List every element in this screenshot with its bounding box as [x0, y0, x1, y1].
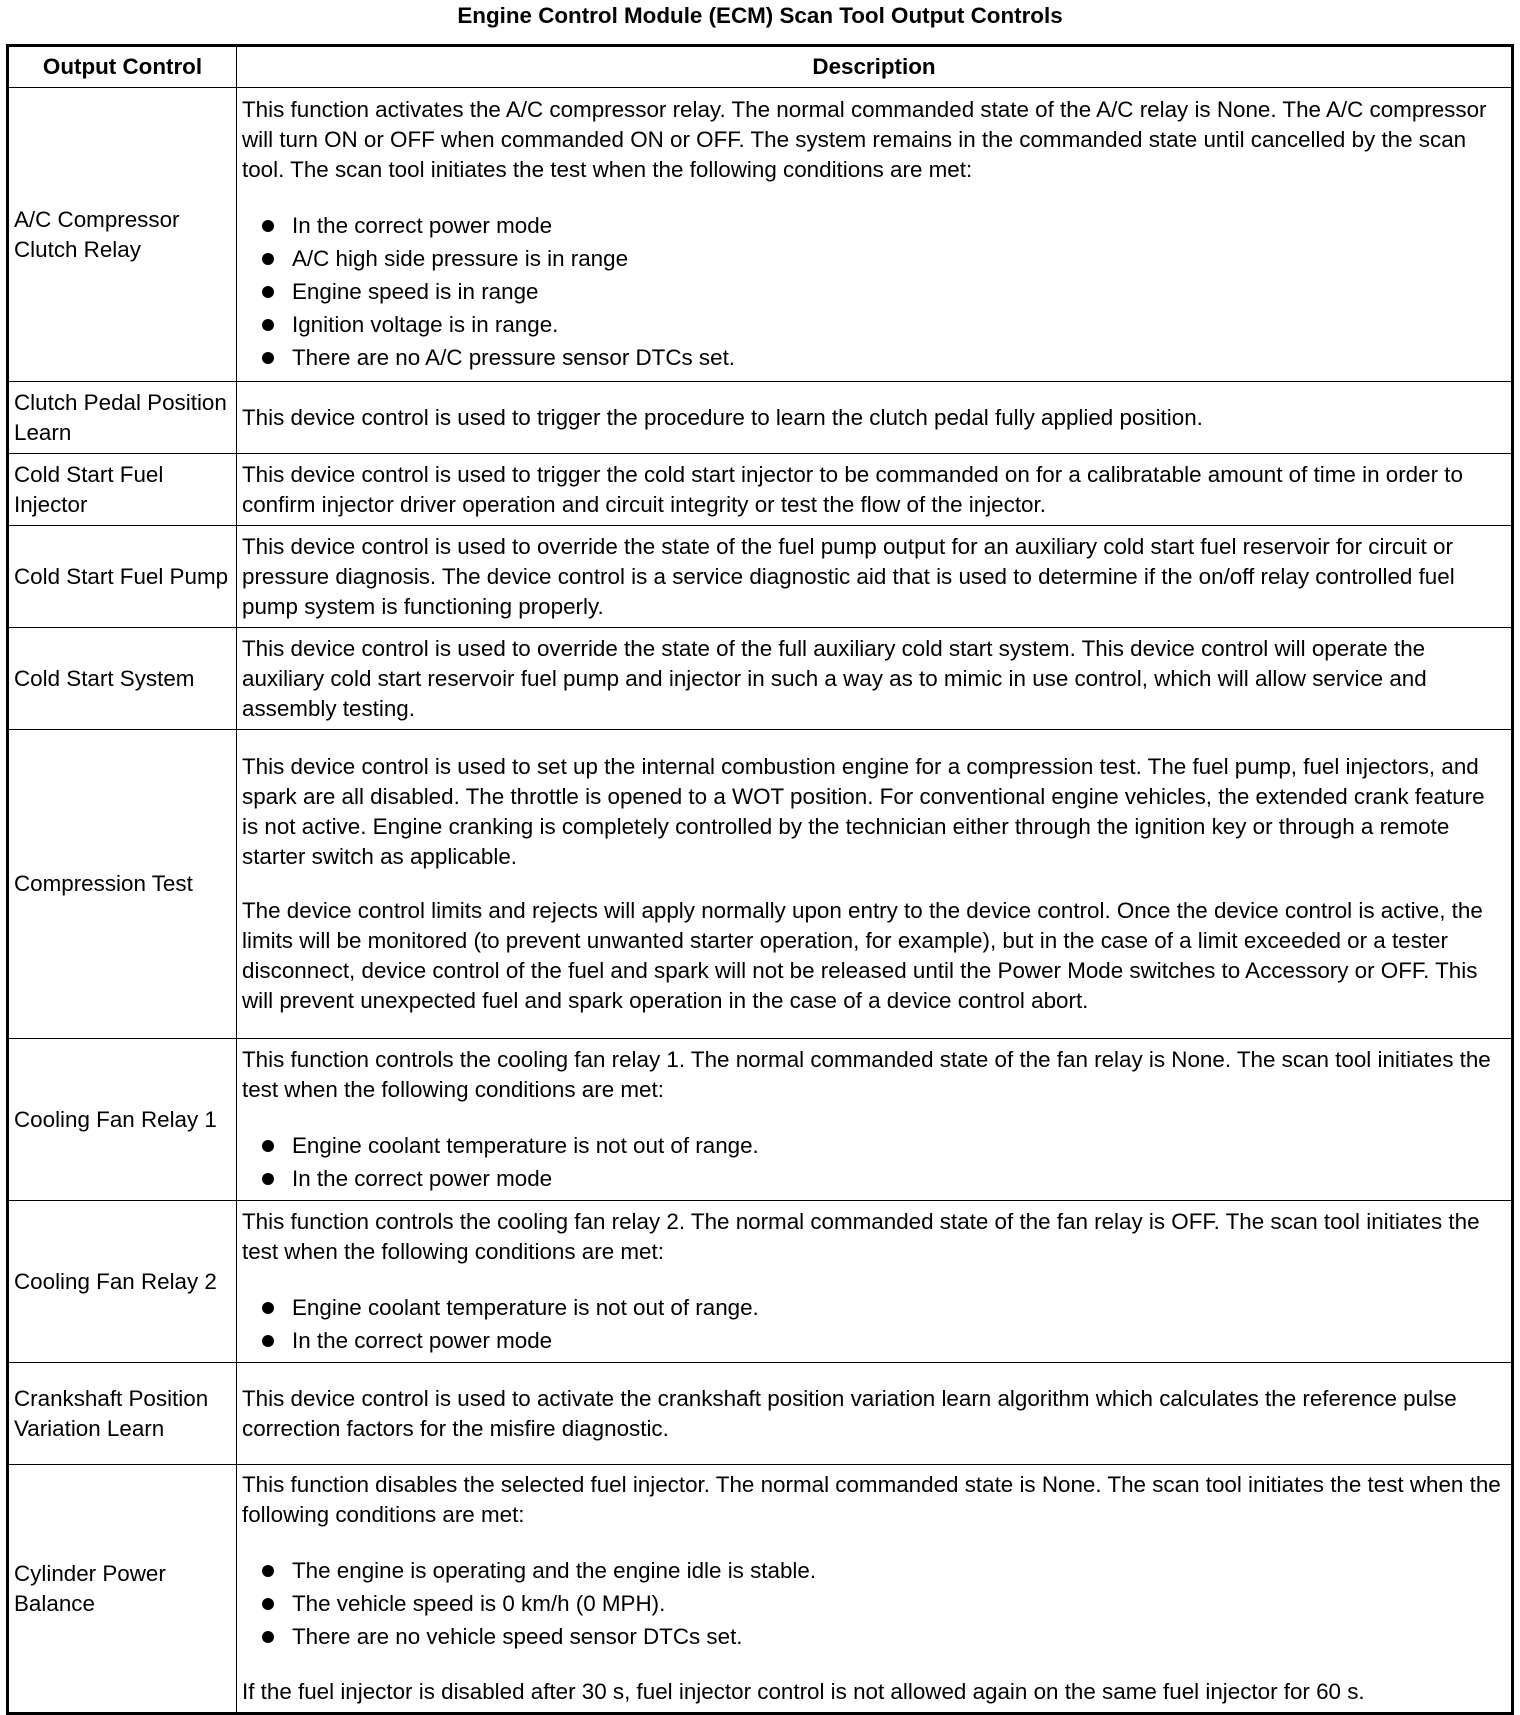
output-control-cell: Cylinder Power Balance: [8, 1465, 237, 1714]
table-row: [8, 1465, 1513, 1714]
description-paragraph: This device control is used to override the state of the full auxiliary cold start system. This device control will operate the auxiliary cold start reservoir fuel pump and injector in such a way as to mimic in use control, which will allow service and assembly testing.: [242, 635, 1427, 721]
output-control-cell: Cold Start Fuel Injector: [8, 454, 237, 526]
description-paragraph: This function disables the selected fuel injector. The normal commanded state is None. The scan tool initiates the test when the following conditions are met:: [242, 1472, 1501, 1527]
description-paragraph: This device control is used to trigger the procedure to learn the clutch pedal fully applied position.: [242, 404, 1203, 430]
description-cell: [237, 1465, 1513, 1714]
description-cell: [237, 382, 1513, 454]
list-item: In the correct power mode: [242, 209, 1506, 242]
description-paragraph: This device control is used to override the state of the fuel pump output for an auxiliary cold start fuel reservoir for circuit or pressure diagnosis. The device control is a service diagnostic aid that is used to determine if the on/off relay controlled fuel pump system is functioning properly.: [242, 533, 1455, 619]
description-paragraph: This device control is used to activate the crankshaft position variation learn algorithm which calculates the reference pulse correction factors for the misfire diagnostic.: [242, 1385, 1457, 1441]
column-header-output-control: Output Control: [8, 46, 237, 88]
output-control-cell: Cold Start Fuel Pump: [8, 526, 237, 628]
list-item: The engine is operating and the engine idle is stable.: [242, 1554, 1506, 1587]
list-item: In the correct power mode: [242, 1162, 1506, 1195]
output-controls-table: [6, 44, 1514, 1715]
description-cell: [237, 1363, 1513, 1465]
list-item: In the correct power mode: [242, 1324, 1506, 1357]
table-row: [8, 1039, 1513, 1201]
list-item: Ignition voltage is in range.: [242, 308, 1506, 341]
output-control-cell: Cooling Fan Relay 2: [8, 1201, 237, 1363]
description-paragraph: This function activates the A/C compressor relay. The normal commanded state of the A/C relay is None. The A/C compressor will turn ON or OFF when commanded ON or OFF. The system remains in the commanded state until cancelled by the scan tool. The scan tool initiates the test when the following conditions are met:: [242, 97, 1487, 182]
description-paragraph: This function controls the cooling fan relay 2. The normal commanded state of the fan relay is OFF. The scan tool initiates the test when the following conditions are met:: [242, 1208, 1480, 1264]
table-row: [8, 730, 1513, 1039]
description-cell: [237, 1201, 1513, 1363]
description-paragraph: The device control limits and rejects will apply normally upon entry to the device control. Once the device control is active, the limits will be monitored (to prevent unwanted starter operation, for example), but in the case of a limit exceeded or a tester disconnect, device control of the fuel and spark will not be released until the Power Mode switches to Accessory or OFF. This will prevent unexpected fuel and spark operation in the case of a device control abort.: [242, 898, 1483, 1013]
description-cell: [237, 1039, 1513, 1201]
description-cell: [237, 88, 1513, 382]
output-control-cell: Clutch Pedal Position Learn: [8, 382, 237, 454]
page-title: Engine Control Module (ECM) Scan Tool Output Controls: [457, 3, 1063, 28]
table-row: [8, 382, 1513, 454]
condition-list: [242, 1291, 1506, 1357]
column-header-description: Description: [237, 46, 1513, 88]
description-cell: [237, 526, 1513, 628]
description-cell: [237, 730, 1513, 1039]
condition-list: [242, 1129, 1506, 1195]
description-cell: [237, 454, 1513, 526]
list-item: The vehicle speed is 0 km/h (0 MPH).: [242, 1587, 1506, 1620]
condition-list: [242, 1554, 1506, 1653]
description-paragraph: This device control is used to trigger the cold start injector to be commanded on for a calibratable amount of time in order to confirm injector driver operation and circuit integrity or test the flow of the injector.: [242, 461, 1463, 517]
list-item: A/C high side pressure is in range: [242, 242, 1506, 275]
output-control-cell: Cooling Fan Relay 1: [8, 1039, 237, 1201]
table-row: [8, 88, 1513, 382]
list-item: Engine coolant temperature is not out of range.: [242, 1129, 1506, 1162]
table-row: [8, 1201, 1513, 1363]
table-row: [8, 628, 1513, 730]
description-paragraph: This function controls the cooling fan relay 1. The normal commanded state of the fan relay is None. The scan tool initiates the test when the following conditions are met:: [242, 1046, 1491, 1102]
output-control-cell: Cold Start System: [8, 628, 237, 730]
table-header-row: [8, 46, 1513, 88]
output-control-cell: Crankshaft Position Variation Learn: [8, 1363, 237, 1465]
table-row: [8, 526, 1513, 628]
output-control-cell: Compression Test: [8, 730, 237, 1039]
description-cell: [237, 628, 1513, 730]
table-row: [8, 454, 1513, 526]
list-item: There are no A/C pressure sensor DTCs set.: [242, 341, 1506, 374]
list-item: Engine coolant temperature is not out of range.: [242, 1291, 1506, 1324]
description-paragraph: This device control is used to set up the internal combustion engine for a compression test. The fuel pump, fuel injectors, and spark are all disabled. The throttle is opened to a WOT position. For conventional engine vehicles, the extended crank feature is not active. Engine cranking is completely controlled by the technician either through the ignition key or through a remote starter switch as applicable.: [242, 754, 1485, 869]
list-item: There are no vehicle speed sensor DTCs set.: [242, 1620, 1506, 1653]
list-item: Engine speed is in range: [242, 275, 1506, 308]
condition-list: [242, 209, 1506, 374]
description-paragraph: If the fuel injector is disabled after 30 s, fuel injector control is not allowed again on the same fuel injector for 60 s.: [242, 1679, 1365, 1704]
output-control-cell: A/C Compressor Clutch Relay: [8, 88, 237, 382]
table-row: [8, 1363, 1513, 1465]
